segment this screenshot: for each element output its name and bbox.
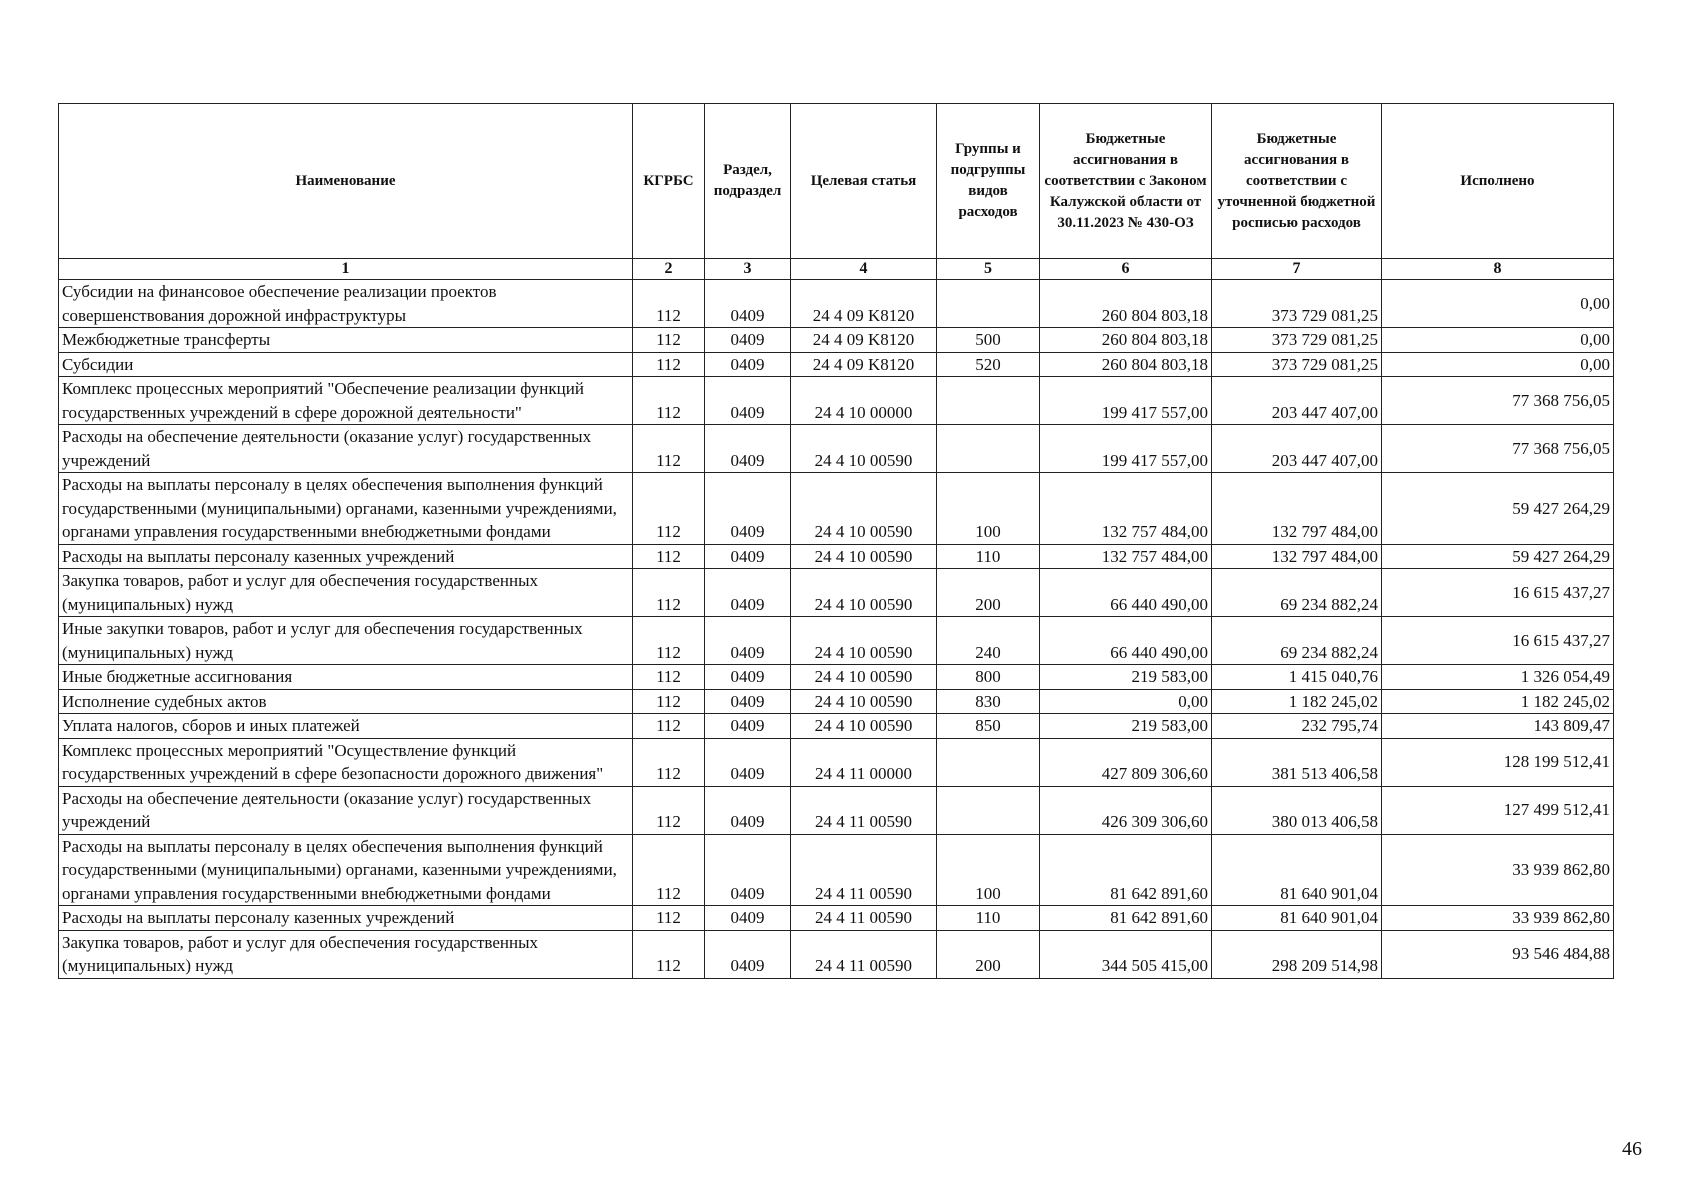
row-kgrbs: 112 [633, 328, 705, 353]
row-executed: 77 368 756,05 [1382, 377, 1614, 425]
row-target-article: 24 4 11 00590 [791, 834, 937, 906]
row-revised-allocation: 1 415 040,76 [1212, 665, 1382, 690]
row-name: Расходы на выплаты персоналу в целях обеспечения выполнения функций государственными (муниципальными) органами, казенными учреждениями, органами управления государственными внебюджетными фондами [59, 834, 633, 906]
row-executed: 1 182 245,02 [1382, 689, 1614, 714]
row-expense-group: 100 [937, 834, 1040, 906]
row-target-article: 24 4 11 00000 [791, 738, 937, 786]
row-revised-allocation: 373 729 081,25 [1212, 352, 1382, 377]
row-executed: 0,00 [1382, 352, 1614, 377]
row-law-allocation: 260 804 803,18 [1040, 352, 1212, 377]
row-target-article: 24 4 11 00590 [791, 906, 937, 931]
row-name: Межбюджетные трансферты [59, 328, 633, 353]
row-name: Комплекс процессных мероприятий "Осуществление функций государственных учреждений в сфере безопасности дорожного движения" [59, 738, 633, 786]
row-name: Комплекс процессных мероприятий "Обеспечение реализации функций государственных учреждений в сфере дорожной деятельности" [59, 377, 633, 425]
row-target-article: 24 4 10 00590 [791, 425, 937, 473]
row-executed: 33 939 862,80 [1382, 834, 1614, 906]
row-expense-group: 110 [937, 544, 1040, 569]
row-revised-allocation: 373 729 081,25 [1212, 328, 1382, 353]
column-number: 4 [791, 259, 937, 280]
row-law-allocation: 344 505 415,00 [1040, 930, 1212, 978]
column-number: 8 [1382, 259, 1614, 280]
table-row [59, 473, 1614, 545]
row-expense-group: 500 [937, 328, 1040, 353]
column-number: 2 [633, 259, 705, 280]
row-expense-group [937, 738, 1040, 786]
row-law-allocation: 260 804 803,18 [1040, 280, 1212, 328]
table-row [59, 786, 1614, 834]
table-row [59, 834, 1614, 906]
row-executed: 16 615 437,27 [1382, 569, 1614, 617]
header-target-article: Целевая статья [791, 104, 937, 259]
row-section: 0409 [705, 544, 791, 569]
table-row [59, 930, 1614, 978]
row-section: 0409 [705, 280, 791, 328]
table-row [59, 280, 1614, 328]
row-kgrbs: 112 [633, 906, 705, 931]
column-number: 3 [705, 259, 791, 280]
row-kgrbs: 112 [633, 665, 705, 690]
row-revised-allocation: 373 729 081,25 [1212, 280, 1382, 328]
row-name: Расходы на обеспечение деятельности (оказание услуг) государственных учреждений [59, 425, 633, 473]
row-law-allocation: 219 583,00 [1040, 714, 1212, 739]
row-law-allocation: 260 804 803,18 [1040, 328, 1212, 353]
table-row [59, 738, 1614, 786]
row-target-article: 24 4 10 00590 [791, 689, 937, 714]
row-law-allocation: 81 642 891,60 [1040, 906, 1212, 931]
row-kgrbs: 112 [633, 352, 705, 377]
row-law-allocation: 132 757 484,00 [1040, 544, 1212, 569]
row-revised-allocation: 69 234 882,24 [1212, 569, 1382, 617]
row-executed: 77 368 756,05 [1382, 425, 1614, 473]
row-name: Исполнение судебных актов [59, 689, 633, 714]
row-kgrbs: 112 [633, 689, 705, 714]
row-executed: 33 939 862,80 [1382, 906, 1614, 931]
row-revised-allocation: 1 182 245,02 [1212, 689, 1382, 714]
table-body [59, 280, 1614, 979]
row-target-article: 24 4 10 00590 [791, 544, 937, 569]
row-executed: 16 615 437,27 [1382, 617, 1614, 665]
table-row [59, 617, 1614, 665]
row-revised-allocation: 69 234 882,24 [1212, 617, 1382, 665]
row-section: 0409 [705, 352, 791, 377]
row-kgrbs: 112 [633, 473, 705, 545]
row-expense-group: 200 [937, 930, 1040, 978]
row-revised-allocation: 232 795,74 [1212, 714, 1382, 739]
row-expense-group: 830 [937, 689, 1040, 714]
header-row [59, 104, 1614, 259]
row-section: 0409 [705, 617, 791, 665]
row-kgrbs: 112 [633, 544, 705, 569]
header-expense-groups: Группы и подгруппы видов расходов [937, 104, 1040, 259]
row-expense-group: 240 [937, 617, 1040, 665]
row-name: Расходы на выплаты персоналу в целях обеспечения выполнения функций государственными (муниципальными) органами, казенными учреждениями, органами управления государственными внебюджетными фондами [59, 473, 633, 545]
row-executed: 59 427 264,29 [1382, 473, 1614, 545]
row-section: 0409 [705, 906, 791, 931]
header-law-allocations: Бюджетные ассигнования в соответствии с Законом Калужской области от 30.11.2023 № 430-ОЗ [1040, 104, 1212, 259]
table-row [59, 689, 1614, 714]
row-executed: 0,00 [1382, 328, 1614, 353]
row-target-article: 24 4 10 00590 [791, 473, 937, 545]
table-row [59, 714, 1614, 739]
row-section: 0409 [705, 377, 791, 425]
row-name: Субсидии на финансовое обеспечение реализации проектов совершенствования дорожной инфраструктуры [59, 280, 633, 328]
table-row [59, 665, 1614, 690]
row-name: Закупка товаров, работ и услуг для обеспечения государственных (муниципальных) нужд [59, 930, 633, 978]
row-kgrbs: 112 [633, 930, 705, 978]
row-section: 0409 [705, 834, 791, 906]
row-law-allocation: 66 440 490,00 [1040, 569, 1212, 617]
column-number: 6 [1040, 259, 1212, 280]
header-section: Раздел, подраздел [705, 104, 791, 259]
row-kgrbs: 112 [633, 738, 705, 786]
table-row [59, 544, 1614, 569]
row-expense-group [937, 786, 1040, 834]
row-expense-group: 100 [937, 473, 1040, 545]
row-kgrbs: 112 [633, 617, 705, 665]
row-expense-group: 800 [937, 665, 1040, 690]
row-name: Уплата налогов, сборов и иных платежей [59, 714, 633, 739]
row-executed: 0,00 [1382, 280, 1614, 328]
row-name: Расходы на выплаты персоналу казенных учреждений [59, 544, 633, 569]
row-name: Расходы на обеспечение деятельности (оказание услуг) государственных учреждений [59, 786, 633, 834]
row-section: 0409 [705, 786, 791, 834]
row-target-article: 24 4 10 00590 [791, 714, 937, 739]
row-expense-group: 850 [937, 714, 1040, 739]
row-section: 0409 [705, 714, 791, 739]
budget-table [58, 103, 1614, 979]
row-law-allocation: 81 642 891,60 [1040, 834, 1212, 906]
row-name: Расходы на выплаты персоналу казенных учреждений [59, 906, 633, 931]
row-name: Закупка товаров, работ и услуг для обеспечения государственных (муниципальных) нужд [59, 569, 633, 617]
row-revised-allocation: 203 447 407,00 [1212, 377, 1382, 425]
row-executed: 1 326 054,49 [1382, 665, 1614, 690]
row-target-article: 24 4 10 00590 [791, 617, 937, 665]
table-row [59, 328, 1614, 353]
row-target-article: 24 4 10 00590 [791, 665, 937, 690]
row-revised-allocation: 132 797 484,00 [1212, 544, 1382, 569]
header-revised-allocations: Бюджетные ассигнования в соответствии с уточненной бюджетной росписью расходов [1212, 104, 1382, 259]
row-name: Субсидии [59, 352, 633, 377]
header-name: Наименование [59, 104, 633, 259]
row-executed: 128 199 512,41 [1382, 738, 1614, 786]
row-revised-allocation: 203 447 407,00 [1212, 425, 1382, 473]
row-target-article: 24 4 11 00590 [791, 930, 937, 978]
row-section: 0409 [705, 473, 791, 545]
row-expense-group [937, 280, 1040, 328]
row-target-article: 24 4 09 K8120 [791, 280, 937, 328]
row-revised-allocation: 380 013 406,58 [1212, 786, 1382, 834]
row-section: 0409 [705, 930, 791, 978]
row-law-allocation: 427 809 306,60 [1040, 738, 1212, 786]
row-target-article: 24 4 10 00000 [791, 377, 937, 425]
row-kgrbs: 112 [633, 786, 705, 834]
row-expense-group [937, 425, 1040, 473]
row-section: 0409 [705, 689, 791, 714]
row-executed: 143 809,47 [1382, 714, 1614, 739]
row-expense-group: 200 [937, 569, 1040, 617]
row-revised-allocation: 81 640 901,04 [1212, 906, 1382, 931]
row-kgrbs: 112 [633, 714, 705, 739]
table-row [59, 377, 1614, 425]
row-law-allocation: 219 583,00 [1040, 665, 1212, 690]
row-section: 0409 [705, 569, 791, 617]
row-law-allocation: 199 417 557,00 [1040, 377, 1212, 425]
row-target-article: 24 4 09 K8120 [791, 328, 937, 353]
row-kgrbs: 112 [633, 280, 705, 328]
row-target-article: 24 4 09 K8120 [791, 352, 937, 377]
row-executed: 59 427 264,29 [1382, 544, 1614, 569]
row-expense-group: 110 [937, 906, 1040, 931]
row-law-allocation: 199 417 557,00 [1040, 425, 1212, 473]
row-revised-allocation: 132 797 484,00 [1212, 473, 1382, 545]
row-target-article: 24 4 11 00590 [791, 786, 937, 834]
row-kgrbs: 112 [633, 425, 705, 473]
row-revised-allocation: 381 513 406,58 [1212, 738, 1382, 786]
row-law-allocation: 132 757 484,00 [1040, 473, 1212, 545]
row-law-allocation: 0,00 [1040, 689, 1212, 714]
row-revised-allocation: 298 209 514,98 [1212, 930, 1382, 978]
header-executed: Исполнено [1382, 104, 1614, 259]
table-row [59, 569, 1614, 617]
row-section: 0409 [705, 328, 791, 353]
row-kgrbs: 112 [633, 834, 705, 906]
row-expense-group: 520 [937, 352, 1040, 377]
page-number: 46 [1622, 1138, 1642, 1160]
header-kgrbs: КГРБС [633, 104, 705, 259]
row-kgrbs: 112 [633, 377, 705, 425]
column-number: 1 [59, 259, 633, 280]
row-law-allocation: 66 440 490,00 [1040, 617, 1212, 665]
row-section: 0409 [705, 425, 791, 473]
row-revised-allocation: 81 640 901,04 [1212, 834, 1382, 906]
row-expense-group [937, 377, 1040, 425]
row-kgrbs: 112 [633, 569, 705, 617]
row-target-article: 24 4 10 00590 [791, 569, 937, 617]
row-law-allocation: 426 309 306,60 [1040, 786, 1212, 834]
row-section: 0409 [705, 665, 791, 690]
table-row [59, 425, 1614, 473]
column-number: 5 [937, 259, 1040, 280]
row-name: Иные закупки товаров, работ и услуг для обеспечения государственных (муниципальных) нужд [59, 617, 633, 665]
row-section: 0409 [705, 738, 791, 786]
column-number: 7 [1212, 259, 1382, 280]
table-row [59, 906, 1614, 931]
table-row [59, 352, 1614, 377]
column-number-row [59, 259, 1614, 280]
row-executed: 93 546 484,88 [1382, 930, 1614, 978]
row-name: Иные бюджетные ассигнования [59, 665, 633, 690]
row-executed: 127 499 512,41 [1382, 786, 1614, 834]
